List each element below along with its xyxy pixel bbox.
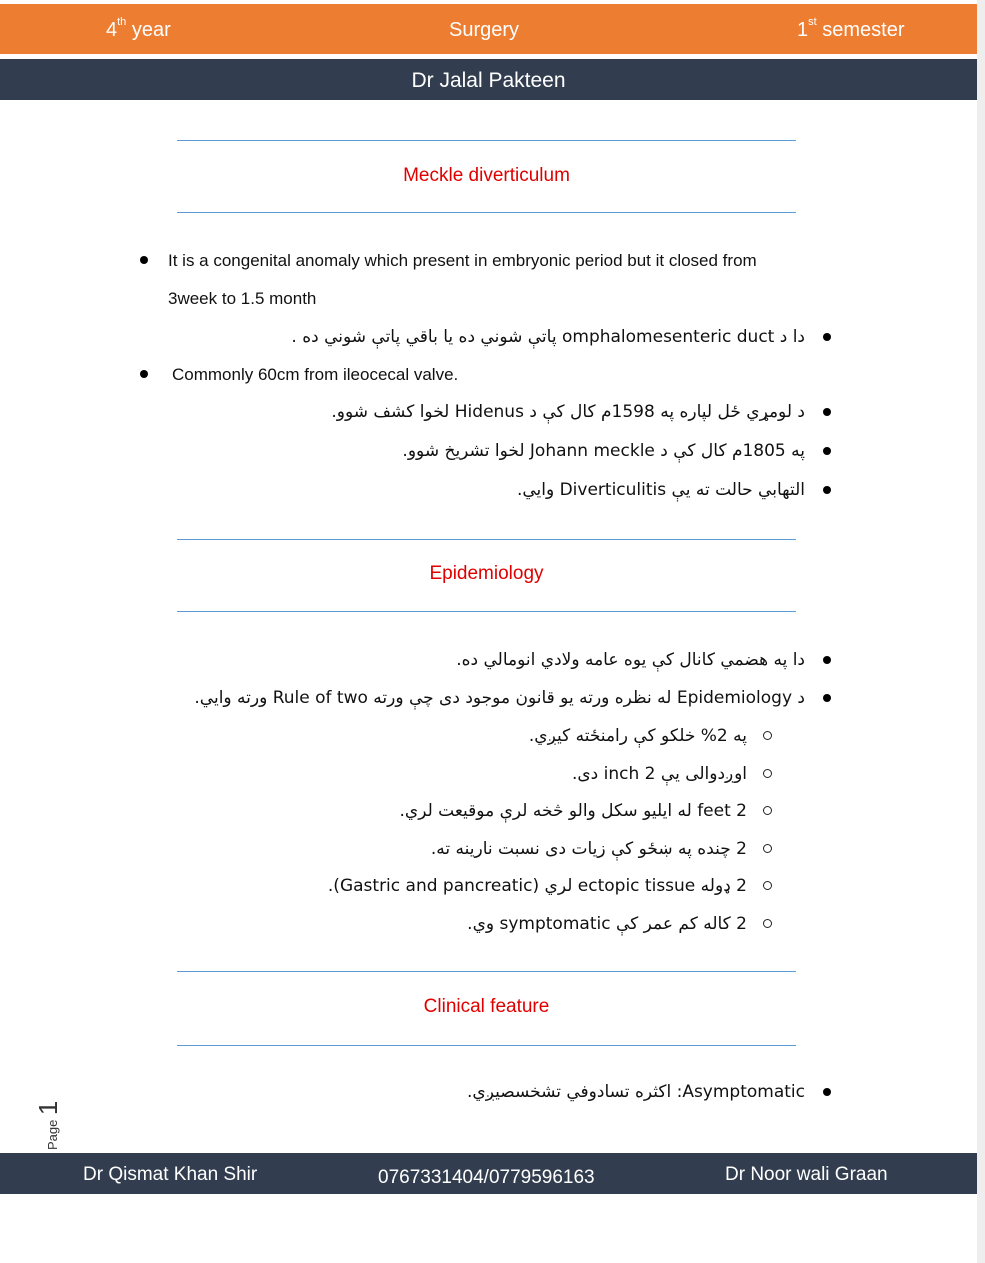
sub-list-item: 2 ډوله ectopic tissue لري (Gastric and pancreatic). <box>327 876 747 896</box>
list-item: د لومړي ځل لپاره په 1598م کال کې د Hidenus لخوا کشف شوو. <box>331 402 805 422</box>
bullet-icon <box>823 694 831 702</box>
section-rule-bottom <box>177 611 796 612</box>
list-item: دا د omphalomesenteric duct پاتې شوني ده يا باقي پاتې شوني ده . <box>291 327 805 347</box>
section-heading-epidemiology: Epidemiology <box>429 563 544 584</box>
page-edge <box>977 0 985 1263</box>
footer-phone: 0767331404/0779596163 <box>378 1167 595 1188</box>
circle-bullet-icon <box>763 731 772 740</box>
section-rule-top <box>177 971 796 972</box>
bullet-icon <box>823 408 831 416</box>
circle-bullet-icon <box>763 769 772 778</box>
section-rule-bottom <box>177 1045 796 1046</box>
author-bar: Dr Jalal Pakteen <box>0 59 977 100</box>
sub-list-item: 2 کاله کم عمر کې symptomatic وي. <box>467 914 747 934</box>
bullet-icon <box>140 256 148 264</box>
list-item: التهابي حالت ته يې Diverticulitis وايي. <box>516 480 805 500</box>
section-rule-top <box>177 140 796 141</box>
list-item: Asymptomatic: اکثره تسادوفي تشخسصيږي. <box>466 1082 805 1102</box>
bullet-icon <box>823 1088 831 1096</box>
list-item: دا په هضمي کانال کې یوه عامه ولادي انومالي ده. <box>456 650 805 670</box>
circle-bullet-icon <box>763 844 772 853</box>
section-rule-bottom <box>177 212 796 213</box>
sub-list-item: په 2% خلکو کې رامنځته کیږي. <box>528 726 747 746</box>
year-label: 4th year <box>106 16 171 41</box>
section-heading-clinical: Clinical feature <box>423 996 550 1017</box>
subject-label: Surgery <box>449 19 520 41</box>
list-item: په 1805م کال کې د Johann meckle لخوا تشریخ شوو. <box>402 441 805 461</box>
footer-bar <box>0 1153 977 1194</box>
bullet-icon <box>823 333 831 341</box>
list-item: It is a congenital anomaly which present in embryonic period but it closed from <box>168 251 757 270</box>
section-heading-meckle: Meckle diverticulum <box>403 165 570 186</box>
sub-list-item: 2 feet له ايليو سکل والو څخه لرې موقیعت لري. <box>399 801 747 821</box>
section-rule-top <box>177 539 796 540</box>
circle-bullet-icon <box>763 919 772 928</box>
bullet-icon <box>140 370 148 378</box>
sub-list-item: اوږدوالی يې 2 inch دی. <box>571 764 747 784</box>
bullet-icon <box>823 447 831 455</box>
sub-list-item: 2 چنده په ښځو کې زيات دی نسبت نارینه ته. <box>430 839 747 859</box>
circle-bullet-icon <box>763 806 772 815</box>
page-number-label: Page 1 <box>33 1100 63 1150</box>
bullet-icon <box>823 656 831 664</box>
circle-bullet-icon <box>763 881 772 890</box>
header-bar <box>0 4 977 54</box>
list-item-continuation: 3week to 1.5 month <box>168 289 317 308</box>
semester-label: 1st semester <box>797 16 905 41</box>
footer-left-author: Dr Qismat Khan Shir <box>83 1164 258 1185</box>
list-item: Commonly 60cm from ileocecal valve. <box>172 365 459 384</box>
footer-right-author: Dr Noor wali Graan <box>725 1164 888 1185</box>
bullet-icon <box>823 486 831 494</box>
list-item: د Epidemiology له نظره ورته يو قانون موجود دی چې ورته Rule of two ورته وايي. <box>194 688 805 708</box>
